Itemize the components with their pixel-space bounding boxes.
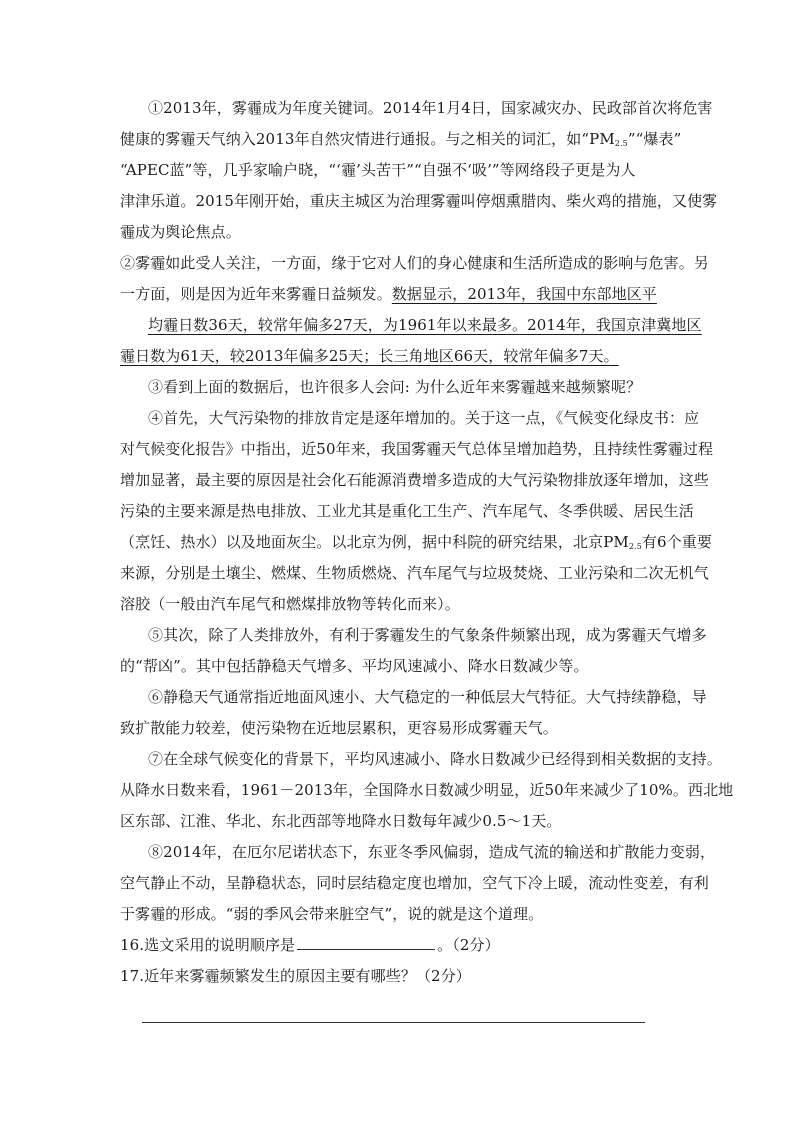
question-16: 16.选文采用的说明顺序是 。（2分）	[120, 936, 500, 954]
paragraph-5-line-1: ⑤其次，除了人类排放外，有利于雾霾发生的气象条件频繁出现，成为雾霾天气增多	[148, 626, 707, 644]
paragraph-2-line-2: 一方面，则是因为近年来雾霾日益频发。数据显示，2013年，我国中东部地区平	[120, 285, 657, 303]
paragraph-5-line-2: 的“帮凶”。其中包括静稳天气增多、平均风速减小、降水日数减少等。	[120, 657, 589, 675]
question-17: 17.近年来雾霾频繁发生的原因主要有哪些？（2分）	[120, 967, 471, 985]
paragraph-1-line-2: 健康的雾霾天气纳入2013年自然灾情进行通报。与之相关的词汇，如“$PM_{2.5}”“$爆表”	[120, 130, 682, 148]
paragraph-4-line-7: 溶胶（一般由汽车尾气和燃煤排放物等转化而来）。	[120, 595, 460, 613]
paragraph-8-line-1: ⑧2014年，在厄尔尼诺状态下，东亚冬季风偏弱，造成气流的输送和扩散能力变弱，	[148, 843, 716, 861]
paragraph-7-line-1: ⑦在全球气候变化的背景下，平均风速减小、降水日数减少已经得到相关数据的支持。	[148, 750, 722, 768]
answer-blank-16[interactable]	[297, 935, 435, 950]
paragraph-4-line-2: 对气候变化报告》中指出，近50年来，我国雾霾天气总体呈增加趋势，且持续性雾霾过程	[120, 440, 714, 458]
underlined-data-statement: 数据显示，2013年，我国中东部地区平	[391, 285, 657, 303]
paragraph-4-line-4: 污染的主要来源是热电排放、工业尤其是重化工生产、汽车尾气、冬季供暖、居民生活	[120, 502, 694, 520]
paragraph-2-line-3: 均霾日数36天，较常年偏多27天，为1961年以来最多。2014年，我国京津冀地区	[148, 316, 702, 334]
paragraph-7-line-2: 从降水日数来看，1961－2013年，全国降水日数减少明显，近50年来减少了10%。西北地	[120, 781, 734, 799]
paragraph-4-line-6: 来源，分别是土壤尘、燃煤、生物质燃烧、汽车尾气与垃圾焚烧、工业污染和二次无机气	[120, 564, 709, 582]
paragraph-8-line-3: 于雾霾的形成。“弱的季风会带来脏空气”，说的就是这个道理。	[120, 905, 544, 923]
answer-line-17[interactable]	[142, 1022, 645, 1023]
paragraph-4-line-1: ④首先，大气污染物的排放肯定是逐年增加的。关于这一点，《气候变化绿皮书：应	[148, 409, 700, 427]
paragraph-4-line-5: （烹饪、热水）以及地面灰尘。以北京为例，据中科院的研究结果，北京$PM_{2.5}$有6个重要	[120, 533, 712, 551]
paragraph-3-line-1: ③看到上面的数据后，也许很多人会问: 为什么近年来雾霾越来越频繁呢？	[148, 378, 642, 396]
paragraph-2-line-1: ②雾霾如此受人关注，一方面，缘于它对人们的身心健康和生活所造成的影响与危害。另	[120, 254, 709, 272]
paragraph-4-line-3: 增加显著，最主要的原因是社会化石能源消费增多造成的大气污染物排放逐年增加，这些	[120, 471, 709, 489]
paragraph-1-line-3: “APEC蓝”等，几乎家喻户晓，“‘霾’头苦干”“自强不‘吸’”等网络段子更是为人	[120, 161, 636, 179]
paragraph-1-line-4: 津津乐道。2015年刚开始，重庆主城区为治理雾霾叫停烟熏腊肉、柴火鸡的措施，又使雾	[120, 192, 718, 210]
paragraph-6-line-2: 致扩散能力较差，使污染物在近地层累积，更容易形成雾霾天气。	[120, 719, 558, 737]
paragraph-8-line-2: 空气静止不动，呈静稳状态，同时层结稳定度也增加，空气下冷上暖，流动性变差，有利	[120, 874, 709, 892]
paragraph-2-line-4: 霾日数为61天，较2013年偏多25天；长三角地区66天，较常年偏多7天。	[120, 347, 619, 365]
paragraph-7-line-3: 区东部、江淮、华北、东北西部等地降水日数每年减少0.5～1天。	[120, 812, 562, 830]
paragraph-1-line-1: ①2013年，雾霾成为年度关键词。2014年1月4日，国家减灾办、民政部首次将危害	[148, 99, 713, 117]
paragraph-6-line-1: ⑥静稳天气通常指近地面风速小、大气稳定的一种低层大气特征。大气持续静稳，导	[148, 688, 707, 706]
paragraph-1-line-5: 霾成为舆论焦点。	[120, 223, 241, 241]
